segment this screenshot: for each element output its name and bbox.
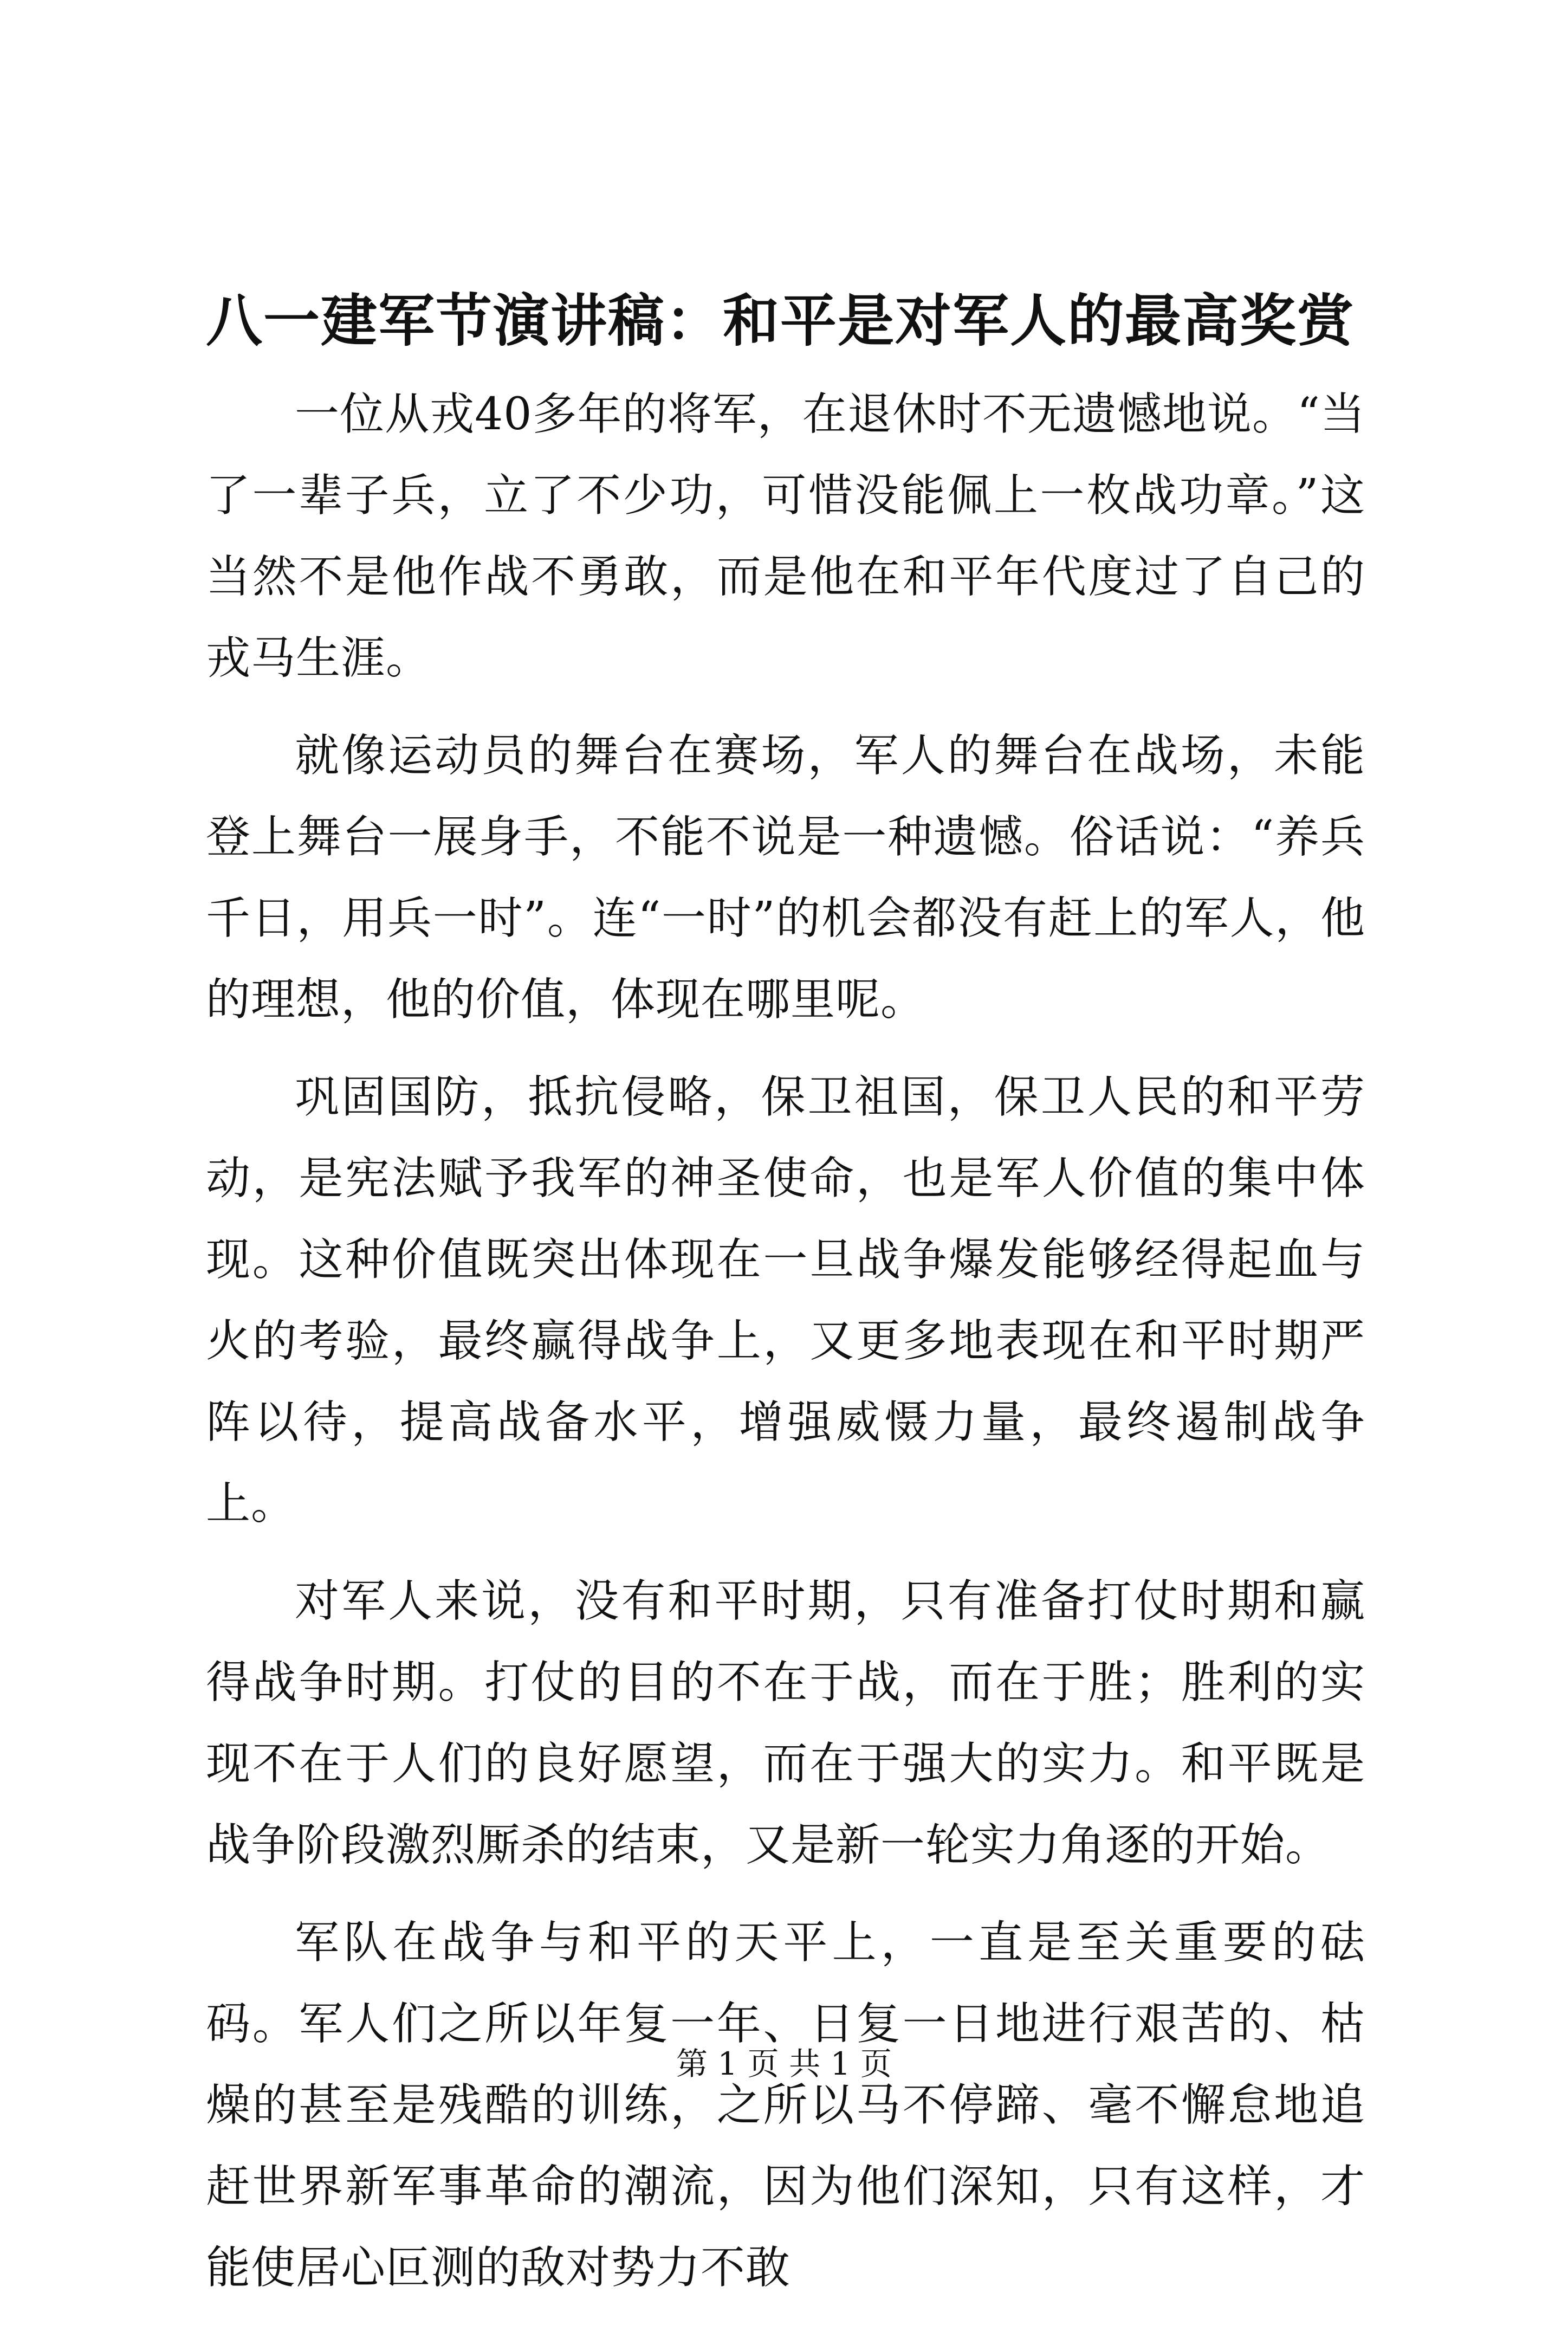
document-body [206, 374, 1365, 2325]
document-title: 八一建军节演讲稿：和平是对军人的最高奖赏 [206, 287, 1355, 354]
paragraph-4: 对军人来说，没有和平时期，只有准备打仗时期和赢得战争时期。打仗的目的不在于战，而在于胜；胜利的实现不在于人们的良好愿望，而在于强大的实力。和平既是战争阶段激烈厮杀的结束，又是新一轮实力角逐的开始。 [206, 1575, 1365, 1871]
page-footer: 第 1 页 共 1 页 [676, 2045, 892, 2082]
paragraph-3: 巩固国防，抵抗侵略，保卫祖国，保卫人民的和平劳动，是宪法赋予我军的神圣使命，也是军人价值的集中体现。这种价值既突出体现在一旦战争爆发能够经得起血与火的考验，最终赢得战争上，又更多地表现在和平时期严阵以待，提高战备水平，增强威慑力量，最终遏制战争上。 [206, 1071, 1365, 1529]
paragraph-5: 军队在战争与和平的天平上，一直是至关重要的砝码。军人们之所以年复一年、日复一日地进行艰苦的、枯燥的甚至是残酷的训练，之所以马不停蹄、毫不懈怠地追赶世界新军事革命的潮流，因为他们深知，只有这样，才能使居心叵测的敌对势力不敢 [206, 1917, 1365, 2294]
paragraph-1: 一位从戎40多年的将军，在退休时不无遗憾地说。“当了一辈子兵，立了不少功，可惜没能佩上一枚战功章。”这当然不是他作战不勇敢，而是他在和平年代度过了自己的戎马生涯。 [206, 389, 1365, 684]
paragraph-2: 就像运动员的舞台在赛场，军人的舞台在战场，未能登上舞台一展身手，不能不说是一种遗憾。俗话说：“养兵千日，用兵一时”。连“一时”的机会都没有赶上的军人，他的理想，他的价值，体现在哪里呢。 [206, 730, 1365, 1025]
